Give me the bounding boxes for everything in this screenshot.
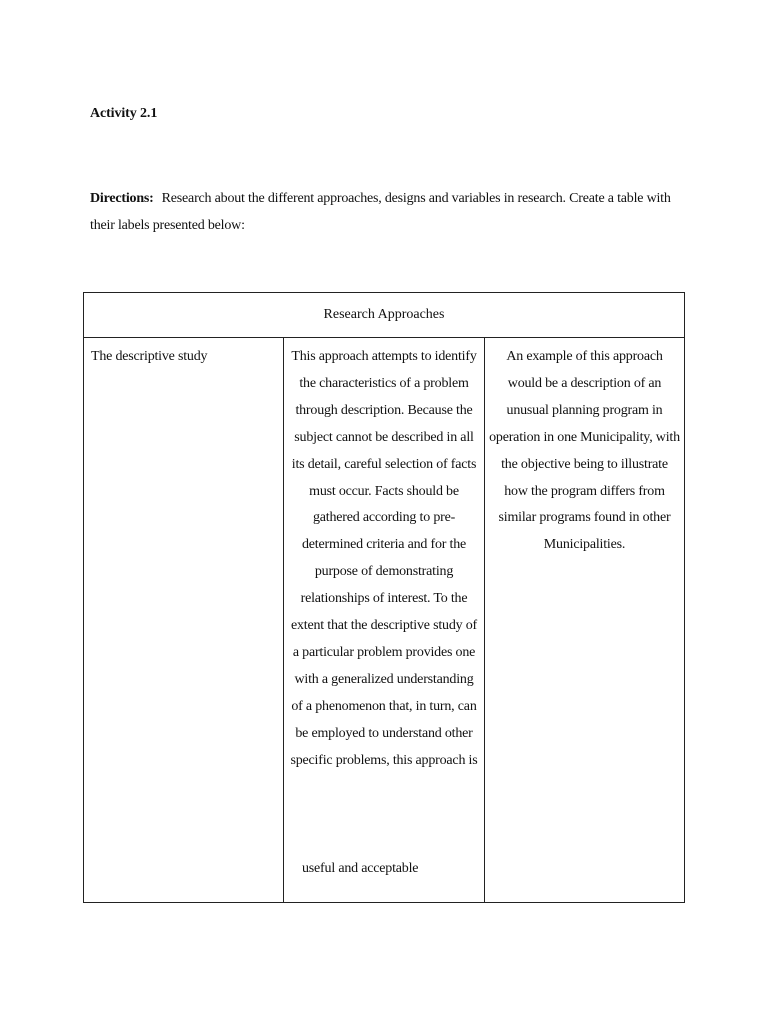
table-header: Research Approaches xyxy=(84,293,684,338)
approach-description: This approach attempts to identify the characteristics of a problem through description. Because the subject cannot be described in all its detail, careful selection of facts must occur. Facts should be gathered according to pre-determined criteria and for the purpose of demonstrating relationships of interest. To the extent that the descriptive study of a particular problem provides one with a generalized understanding of a phenomenon that, in turn, can be employed to understand other specific problems, this approach is xyxy=(290,349,478,768)
approach-example-cell xyxy=(485,338,684,902)
approach-name-cell xyxy=(84,338,284,902)
directions-paragraph xyxy=(90,185,690,239)
research-approaches-table xyxy=(83,292,685,903)
approach-name: The descriptive study xyxy=(91,349,208,364)
directions-label: Directions: xyxy=(90,191,154,206)
approach-description-tail: useful and acceptable xyxy=(302,861,419,876)
approach-description-cell xyxy=(284,338,485,902)
activity-title: Activity 2.1 xyxy=(90,106,158,121)
directions-text: Research about the different approaches, designs and variables in research. Create a table with their labels presented below: xyxy=(90,191,671,233)
approach-example: An example of this approach would be a description of an unusual planning program in operation in one Municipality, with the objective being to illustrate how the program differs from similar programs found in other Municipalities. xyxy=(489,349,680,553)
